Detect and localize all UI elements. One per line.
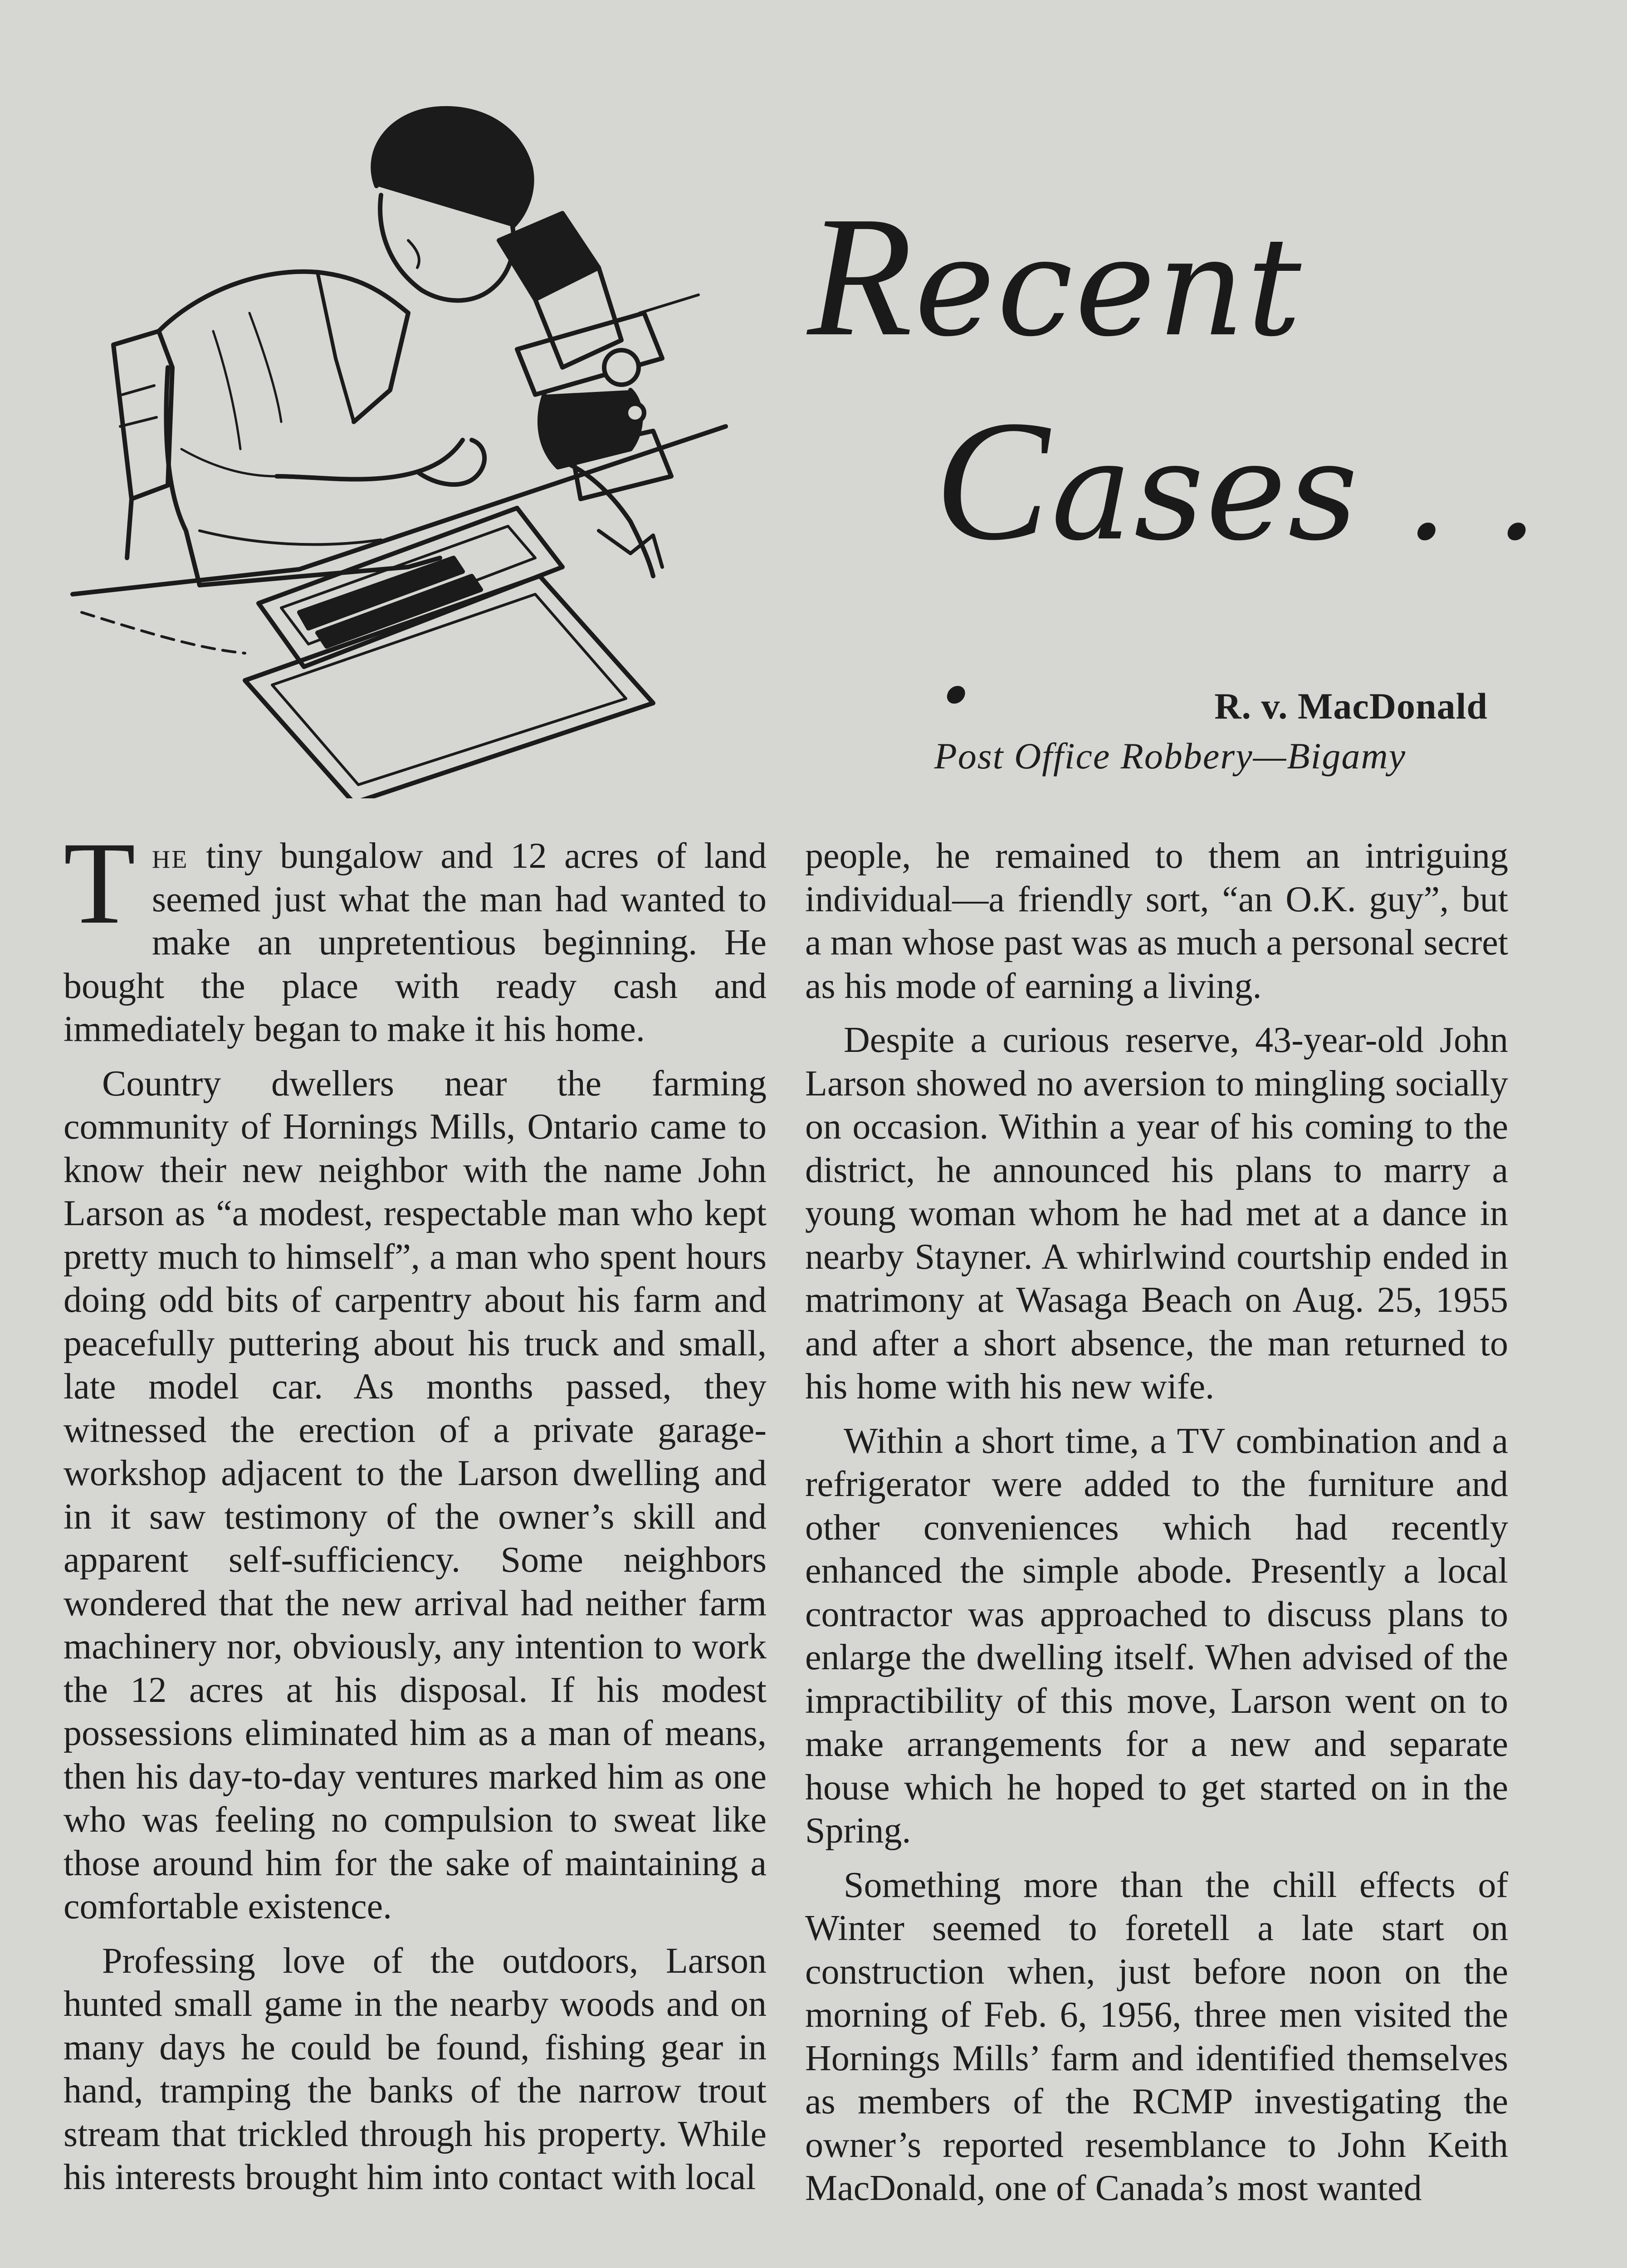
article-paragraph: The tiny bungalow and 12 acres of land seemed just what the man had wanted to make an unpretentious beginning. He bought the place with ready cash and immediately began to make it his home. xyxy=(64,818,767,1049)
case-title: R. v. MacDonald xyxy=(1214,685,1488,727)
article-paragraph-continued: people, he remained to them an intriguing individual—a friendly sort, “an O.K. guy”, but a man whose past was as much a personal secret as his mode of earning a living. xyxy=(805,836,1508,1006)
article-paragraph: Within a short time, a TV combination and a refrigerator were added to the furniture and other conveniences which had recently enhanced the simple abode. Presently a local contractor was approached to discuss plans to enlarge the dwelling itself. When advised of the impractibility of this move, Larson went on to make arrangements for a new and separate house which he hoped to get started on in the Spring. xyxy=(805,1421,1508,1851)
headline-word-cases: Cases . . . xyxy=(934,385,1540,734)
article-paragraph: Professing love of the outdoors, Larson hunted small game in the nearby woods and on many days he could be found, fishing gear in hand, tramping the banks of the narrow trout stream that trickled through his property. While his interests brought him into contact with local xyxy=(64,1941,767,2197)
case-subtitle: Post Office Robbery—Bigamy xyxy=(934,735,1406,777)
scientist-at-microscope-illustration xyxy=(64,77,771,798)
drop-cap: T xyxy=(64,818,136,948)
article-column-right xyxy=(805,835,1508,2221)
article-paragraph: Despite a curious reserve, 43-year-old John Larson showed no aversion to mingling socially on occasion. Within a year of his coming to the district, he announced his plans to marry a young woman whom he had met at a dance in nearby Stayner. A whirlwind courtship ended in matrimony at Wasaga Beach on Aug. 25, 1955 and after a short absence, the man returned to his home with his new wife. xyxy=(805,1020,1508,1407)
article-paragraph: Something more than the chill effects of Winter seemed to foretell a late start on construction when, just before noon on the morning of Feb. 6, 1956, three men visited the Hornings Mills’ farm and identified themselves as members of the RCMP investigating the owner’s reported resemblance to John Keith MacDonald, one of Canada’s most wanted xyxy=(805,1865,1508,2208)
article-column-left xyxy=(64,818,767,2210)
headline-word-recent: Recent xyxy=(807,181,1303,372)
article-paragraph: Country dwellers near the farming community of Hornings Mills, Ontario came to know their new neighbor with the name John Larson as “a modest, respectable man who kept pretty much to himself”, a man who spent hours doing odd bits of carpentry about his farm and peacefully puttering about his truck and small, late model car. As months passed, they witnessed the erection of a private garage-workshop adjacent to the Larson dwelling and in it saw testimony of the owner’s skill and apparent self-sufficiency. Some neighbors wondered that the new arrival had neither farm machinery nor, obviously, any intention to work the 12 acres at his disposal. If his modest possessions eliminated him as a man of means, then his day-to-day ventures marked him as one who was feeling no compulsion to sweat like those around him for the sake of maintaining a comfortable existence. xyxy=(64,1063,767,1926)
